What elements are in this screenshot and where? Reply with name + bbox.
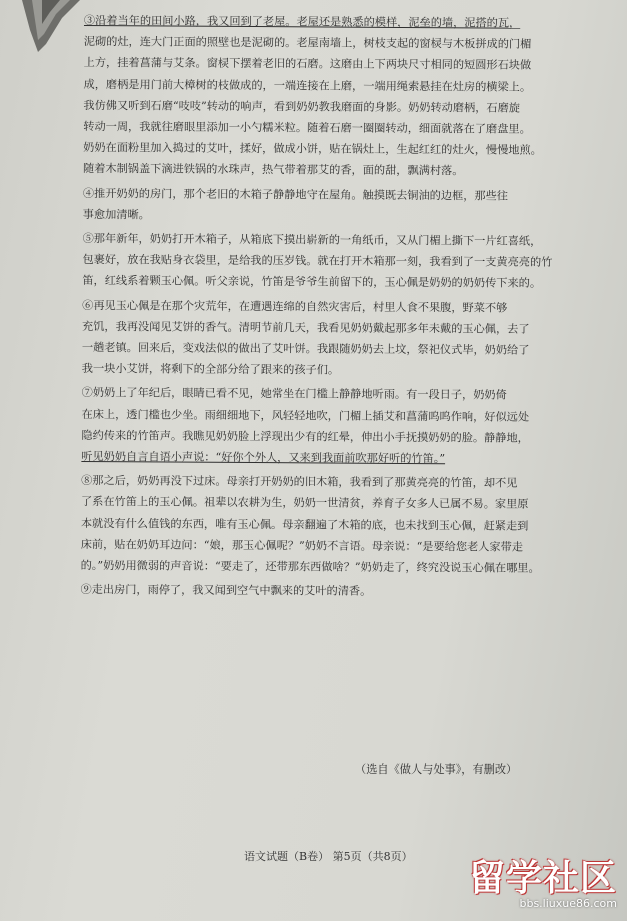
text-line: 在床上，透门槛也少坐。雨细细地下，风轻轻地吹，门楣上插艾和菖蒲呜呜作响，好似远处 [81,407,530,424]
text-line: 随着木制锅盖下滴进铁锅的水珠声，热气带着那艾的香，面的甜，飘满村落。 [82,162,464,178]
paragraph-5 [82,228,592,295]
paragraph-3 [83,10,594,183]
text-line: 转动一周，我就往磨眼里添加一小勺糯米粒。随着石磨一圈圈转动，细面就落在了磨盘里。 [83,120,531,136]
paragraph-9 [80,579,590,603]
paragraph-4 [83,183,593,229]
text-line: ⑦奶奶上了年纪后，眼睛已看不见，她常坐在门槛上静静地听雨。有一段日子，奶奶倚 [81,386,507,403]
article-body [80,10,594,604]
text-line: ⑤那年新年，奶奶打开木箱子，从箱底下摸出崭新的一角纸币，又从门楣上撕下一片红喜纸， [82,232,542,248]
text-line: 听见奶奶自言自语小声说：“好你个外人，又来到我面前吹那好听的竹笛。” [81,450,446,466]
paragraph-7 [81,382,592,470]
text-line: 充饥，我再没闻见艾饼的香气。清明节前几天，我看见奶奶戴起那多年未戴的玉心佩，去了 [82,319,530,336]
text-line: ⑥再见玉心佩是在那个灾荒年，在遭遇连绵的自然灾害后，村里人食不果腹，野菜不够 [82,298,508,315]
corner-ornament-icon [22,0,80,52]
paragraph-8 [81,470,592,579]
text-line: 床前，贴在奶奶耳边问：“娘，那玉心佩呢？”奶奶不言语。母亲说：“是要给您老人家带走 [80,537,524,554]
text-line: ⑧那之后，奶奶再没下过床。母亲打开奶奶的旧木箱，我看到了那黄亮亮的竹笛，却不见 [81,474,518,490]
text-line: 的。”奶奶用微弱的声音说：“要走了，还带那东西做啥？”奶奶走了，终究没说玉心佩在哪里。 [80,559,540,575]
text-line: 奶奶在面粉里加入捣过的艾叶，揉好，做成小饼，贴在锅灶上，生起红红的灶火，慢慢地煎。 [83,141,542,158]
watermark-logo [467,850,617,912]
text-line: 泥砌的灶，连大门正面的照壁也是泥砌的。老屋南墙上，树枝支起的窗棂与木板拼成的门楣 [83,35,532,51]
page-footer: 语文试题（B卷） 第5页（共8页） [244,850,413,863]
text-line: 事愈加清晰。 [82,207,150,222]
text-line: 隐约传来的竹笛声。我瞧见奶奶脸上浮现出少有的红晕，伸出小手抚摸奶奶的脸。静静地， [81,428,529,445]
text-line: 笛，红线系着颗玉心佩。听父亲说，竹笛是爷爷生前留下的，玉心佩是奶奶的奶奶传下来的。 [82,274,542,291]
text-line: ④推开奶奶的房门，那个老旧的木箱子静静地守在屋角。触摸既去铜油的边框，那些往 [82,186,509,203]
text-line: 本就没有什么值钱的东西，唯有玉心佩。母亲翻遍了木箱的底，也未找到玉心佩，赶紧走到 [80,516,529,533]
watermark-url: bbs.liuxue86.com [519,897,617,910]
text-line: 包裹好，放在我贴身衣袋里，是给我的压岁钱。就在打开木箱那一刻，我看到了一支黄亮亮的竹 [82,253,553,270]
source-citation: （选自《做人与处事》，有删改） [355,763,518,776]
text-line: ⑨走出房门，雨停了，我又闻到空气中飘来的艾叶的清香。 [80,583,372,599]
text-line: 我仿佛又听到石磨“吱吱”转动的响声，看到奶奶教我磨面的身影。奶奶转动磨柄，石磨旋 [83,98,521,115]
text-line: 我一块小艾饼，将剩下的全部分给了跟来的孩子们。 [81,362,340,377]
text-line: 一趟老镇。回来后，变戏法似的做出了艾叶饼。我跟随奶奶去上坟，祭祀仪式毕，奶奶给了 [81,341,530,357]
text-line: 上方，挂着菖蒲与艾条。窗棂下摆着老旧的石磨。这磨由上下两块尺寸相同的短圆形石块做 [83,56,532,73]
paragraph-6 [82,295,593,383]
text-line: ③沿着当年的田间小路，我又回到了老屋。老屋还是熟悉的模样，泥垒的墙，泥搭的瓦， [83,13,521,30]
text-line: 成，磨柄是用门前大樟树的枝做成的，一端连接在上磨，一端用绳索悬挂在灶房的横梁上。 [83,77,532,94]
watermark-title: 留学社区 [468,858,617,899]
text-line: 了系在竹笛上的玉心佩。祖辈以农耕为生，奶奶一世清贫，养育子女多人已属不易。家里原 [80,495,529,512]
